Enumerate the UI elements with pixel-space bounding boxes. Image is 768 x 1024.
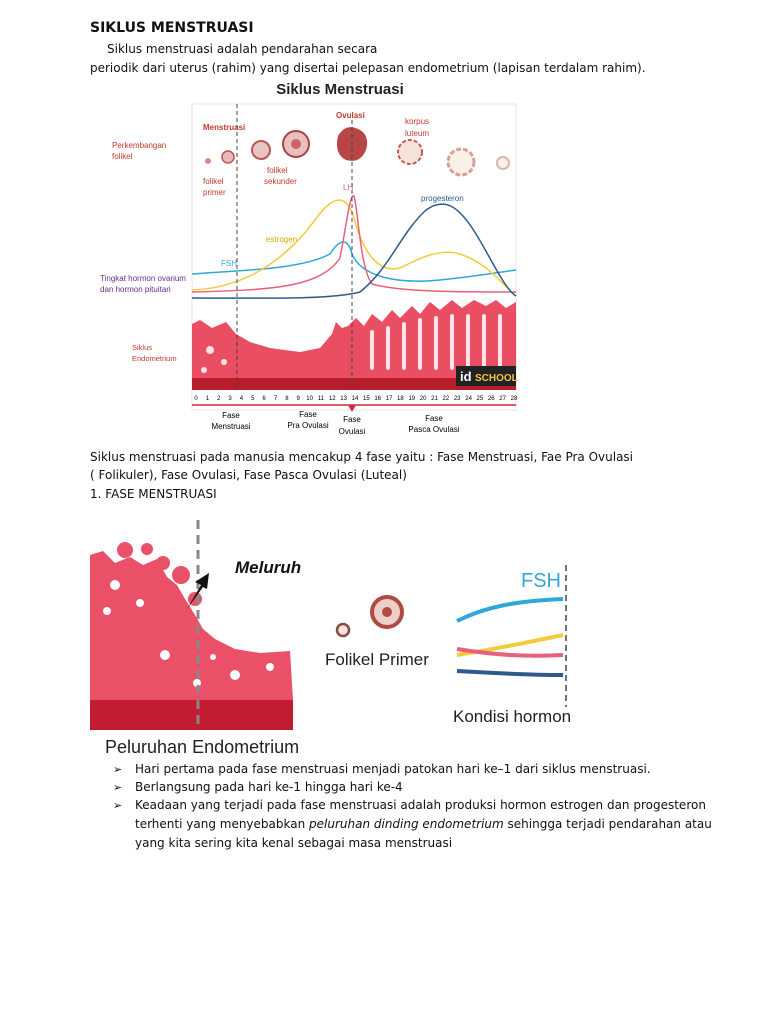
label-folikel-sekunder-2: sekunder [264, 177, 297, 186]
day-tick-label: 11 [317, 396, 325, 402]
label-menstruasi: Menstruasi [203, 123, 246, 132]
day-tick-label: 17 [385, 396, 393, 402]
label-ovulasi: Ovulasi [336, 111, 365, 120]
day-tick-label: 12 [328, 396, 336, 402]
day-tick-label: 14 [351, 396, 359, 402]
label-progesteron: progesteron [421, 194, 464, 203]
day-tick-label: 5 [251, 396, 255, 402]
bullet-2: Berlangsung pada hari ke-1 hingga hari ke-4 [135, 780, 403, 794]
day-tick-label: 23 [453, 396, 461, 402]
fsh-label: FSH [521, 570, 561, 592]
day-tick-label: 21 [431, 396, 438, 402]
small-follicle [337, 624, 349, 636]
day-tick-label: 6 [262, 396, 266, 402]
day-tick-label: 13 [340, 396, 347, 402]
label-folikel: folikel [112, 152, 133, 161]
bullet-arrow-icon: ➢ [113, 763, 123, 776]
day-tick-label: 0 [194, 396, 198, 402]
bullet-arrow-icon: ➢ [113, 781, 123, 794]
day-tick-label: 8 [285, 396, 289, 402]
diagram-title: Siklus Menstruasi [276, 81, 404, 98]
day-tick-label: 27 [499, 396, 506, 402]
day-tick-label: 2 [217, 396, 221, 402]
bullet-arrow-icon: ➢ [113, 799, 123, 812]
peluruhan-label: Peluruhan Endometrium [105, 737, 300, 757]
label-tingkat-2: dan hormon pituitari [100, 285, 171, 294]
day-tick-label: 28 [510, 396, 518, 402]
phase-1-l2: Menstruasi [211, 422, 251, 431]
label-folikel-sekunder-1: folikel [267, 166, 288, 175]
day-tick-label: 25 [476, 396, 484, 402]
label-fsh: FSH [221, 259, 237, 268]
bullet-3-line-3: yang kita sering kita kenal sebagai masa menstruasi [135, 836, 453, 850]
logo-school: SCHOOL [475, 373, 518, 384]
section-heading: 1. FASE MENSTRUASI [90, 487, 217, 501]
day-tick-label: 10 [306, 396, 313, 402]
day-tick-label: 18 [397, 396, 404, 402]
day-tick-label: 20 [419, 396, 427, 402]
day-tick-label: 22 [442, 396, 450, 402]
label-siklus-1: Siklus [132, 343, 153, 352]
label-luteum: luteum [405, 129, 430, 138]
label-tingkat-1: Tingkat hormon ovarium [100, 274, 186, 283]
intro-line-1: Siklus menstruasi adalah pendarahan secara [107, 42, 378, 56]
page-title: SIKLUS MENSTRUASI [90, 20, 254, 36]
day-tick-label: 15 [363, 396, 370, 402]
day-tick-label: 7 [273, 396, 278, 402]
menstruation-figure [85, 515, 585, 760]
day-tick-label: 1 [205, 396, 210, 402]
day-tick-label: 24 [465, 396, 472, 402]
label-siklus-2: Endometrium [132, 354, 177, 363]
bullet-1: Hari pertama pada fase menstruasi menjadi patokan hari ke–1 dari siklus menstruasi. [135, 762, 651, 776]
day-tick-label: 3 [228, 396, 232, 402]
fsh-curve-2 [457, 599, 563, 621]
lh-curve-2 [457, 649, 563, 656]
phase-4-l2: Pasca Ovulasi [408, 425, 460, 434]
logo-id: id [460, 369, 472, 384]
progesteron-curve-2 [457, 671, 563, 675]
para2-line-1: Siklus menstruasi pada manusia mencakup 4 fase yaitu : Fase Menstruasi, Fae Pra Ovulasi [90, 450, 634, 464]
meluruh-label: Meluruh [235, 558, 302, 577]
label-korpus: korpus [405, 117, 430, 126]
bullet-3-line-1: Keadaan yang terjadi pada fase menstruasi adalah produksi hormon estrogen dan progesteron [135, 798, 706, 812]
day-tick-label: 26 [487, 396, 495, 402]
bullet-3-post: sehingga terjadi pendarahan atau [503, 817, 712, 831]
day-tick-label: 16 [374, 396, 382, 402]
label-perkembangan: Perkembangan [112, 141, 167, 150]
bullet-3-line-2 [135, 815, 712, 833]
phase-2-l2: Pra Ovulasi [287, 421, 329, 430]
menstrual-cycle-diagram [100, 78, 530, 443]
bullet-3-pre: terhenti yang menyebabkan [135, 817, 310, 831]
endometrium-base-2 [90, 700, 293, 730]
phase-3-l2: Ovulasi [338, 427, 366, 436]
phase-4-l1: Fase [425, 414, 443, 423]
kondisi-hormon-label: Kondisi hormon [453, 707, 572, 726]
day-tick-label: 19 [408, 396, 416, 402]
phase-1-l1: Fase [222, 411, 240, 420]
day-tick-label: 4 [239, 396, 244, 402]
intro-line-2: periodik dari uterus (rahim) yang disertai pelepasan endometrium (lapisan terdalam rahim). [90, 61, 646, 75]
label-estrogen: estrogen [266, 235, 298, 244]
label-lh: LH [343, 183, 354, 192]
label-folikel-primer-1: folikel [203, 177, 224, 186]
bullet-3-emphasis: peluruhan dinding endometrium [309, 817, 504, 831]
phase-3-l1: Fase [343, 415, 361, 424]
folikel-primer-label: Folikel Primer [325, 650, 429, 669]
phase-2-l1: Fase [299, 410, 317, 419]
day-axis [194, 396, 518, 402]
day-tick-label: 9 [296, 396, 300, 402]
label-folikel-primer-2: primer [203, 188, 226, 197]
para2-line-2: ( Folikuler), Fase Ovulasi, Fase Pasca Ovulasi (Luteal) [90, 468, 407, 482]
